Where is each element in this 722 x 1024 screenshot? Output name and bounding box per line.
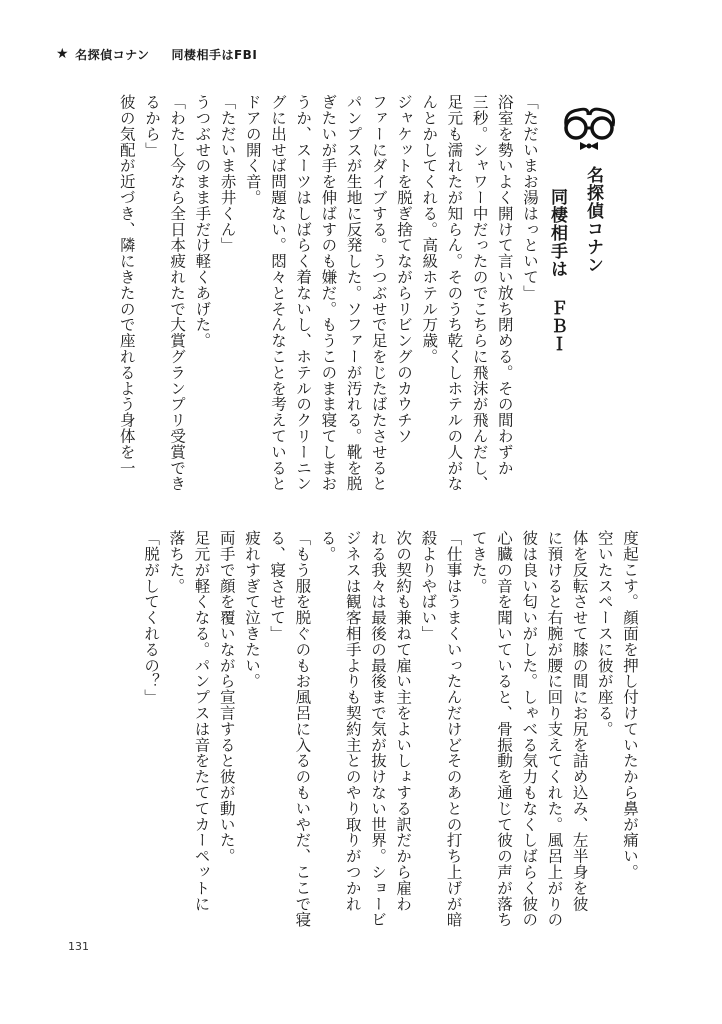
text-line: 彼は良い匂いがした。しゃべる気力もなくしばらく彼の <box>520 530 539 928</box>
text-line: 体を反転させて膝の間にお尻を詰め込み、左半身を彼 <box>570 530 589 912</box>
text-line: 浴室を勢いよく開けて言い放ち閉める。その間わずか <box>495 94 514 476</box>
text-line: てきた。 <box>469 530 488 594</box>
text-line: 足元も濡れたが知らん。そのうち乾くしホテルの人がな <box>445 94 464 492</box>
text-line: ジャケットを脱ぎ捨てながらリビングのカウチソ <box>394 94 413 444</box>
text-line: 「ただいま赤井くん」 <box>218 94 237 253</box>
text-line: ドアの開く音。 <box>243 94 262 206</box>
text-line: れる我々は最後の最後まで気が抜けない世界。ショービ <box>368 530 387 928</box>
text-line: 「仕事はうまくいったんだけどそのあとの打ち上げが暗 <box>444 530 463 928</box>
text-line: グに出せば問題ない。悶々とそんなことを考えていると <box>268 94 287 492</box>
text-line: んとかしてくれる。高級ホテル万歳。 <box>420 94 439 365</box>
text-line: うか、スーツはしばらく着ないし、ホテルのクリーニン <box>294 94 313 492</box>
text-line: 疲れすぎて泣きたい。 <box>242 530 261 689</box>
text-line: 足元が軽くなる。パンプスは音をたててカーペットに <box>192 530 211 912</box>
running-header <box>56 44 257 64</box>
text-line: パンプスが生地に反発した。ソファーが汚れる。靴を脱 <box>344 94 363 492</box>
text-line: うつぶせのまま手だけ軽くあげた。 <box>193 94 212 349</box>
body-text-lower <box>82 530 642 948</box>
text-line: 彼の気配が近づき、隣にきたので座れるよう身体を一 <box>117 94 136 476</box>
glasses-bowtie-icon <box>558 106 620 152</box>
text-line: 「もう服を脱ぐのもお風呂に入るのもいやだ、ここで寝 <box>293 530 312 928</box>
text-line: 「ただいまお湯はっといて」 <box>521 94 539 301</box>
text-line: 心臓の音を聞いていると、骨振動を通じて彼の声が落ち <box>494 530 513 928</box>
star-icon: ★ <box>56 46 70 62</box>
body-text-upper <box>82 94 542 506</box>
text-line: に預けると右腕が腰に回り支えてくれた。風呂上がりの <box>545 530 564 928</box>
story-title-series: 名探偵コナン <box>583 166 603 274</box>
text-line: 度起こす。顔面を押し付けていたから鼻が痛い。 <box>621 530 639 880</box>
text-line: 両手で顔を覆いながら宣言すると彼が動いた。 <box>217 530 236 864</box>
text-line: 殺よりやばい」 <box>419 530 438 642</box>
text-line: ファーにダイブする。うつぶせで足をじたばたさせると <box>369 94 388 492</box>
header-title: 同棲相手はFBI <box>171 47 258 62</box>
text-line: るから」 <box>142 94 161 158</box>
text-line: ぎたいが手を伸ばすのも嫌だ。もうこのまま寝てしまお <box>319 94 338 492</box>
text-line: る。 <box>318 530 337 562</box>
text-line: 「脱がしてくれるの？」 <box>142 530 161 705</box>
text-line: る、寝させて」 <box>268 530 287 642</box>
header-series: 名探偵コナン <box>75 47 150 62</box>
story-title <box>547 166 611 426</box>
text-line: 次の契約も兼ねて雇い主をよいしょする訳だから雇わ <box>394 530 413 912</box>
page-number: 131 <box>68 940 89 953</box>
text-line: 空いたスペースに彼が座る。 <box>595 530 614 737</box>
text-line: ジネスは観客相手よりも契約主とのやり取りがつかれ <box>343 530 362 912</box>
text-line: 三秒。シャワー中だったのでこちらに飛沫が飛んだし、 <box>470 94 489 492</box>
text-line: 落ちた。 <box>167 530 186 594</box>
text-line: 「わたし今なら全日本疲れたで大賞グランプリ受賞でき <box>168 94 187 492</box>
story-title-main: 同棲相手は ＦＢＩ <box>547 188 567 353</box>
